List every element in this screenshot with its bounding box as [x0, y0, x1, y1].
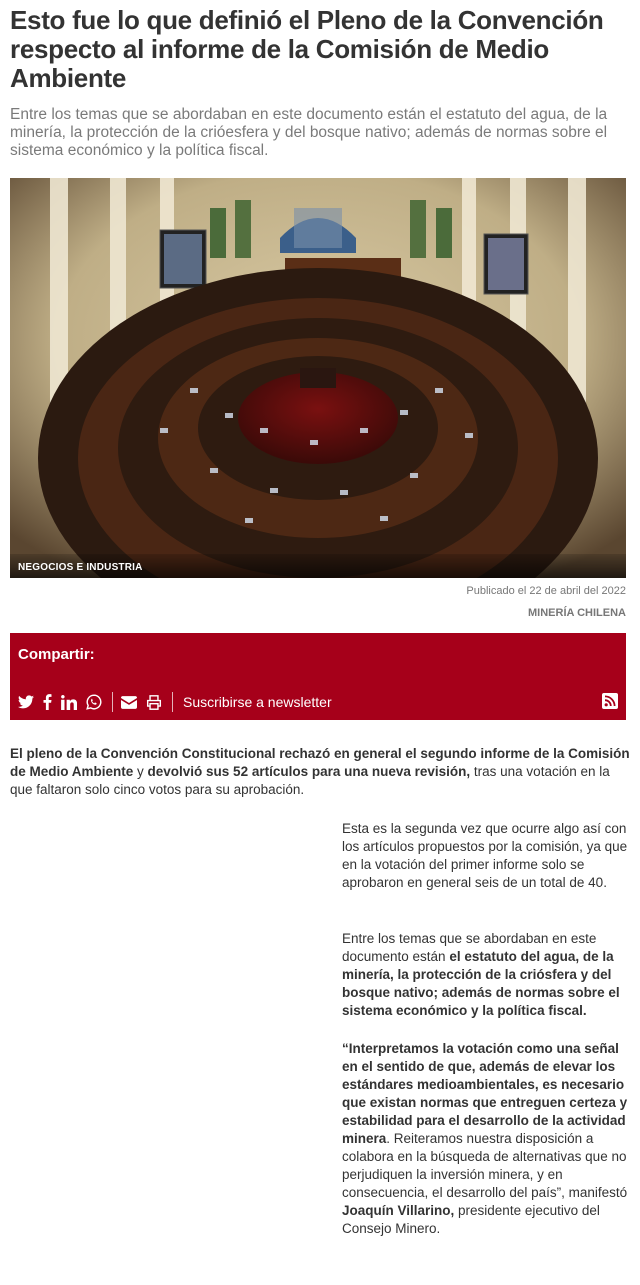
share-icons-row — [18, 692, 332, 712]
share-bar — [10, 633, 626, 720]
p2-text-1: Entre los temas que se abordaban en este documento están — [342, 931, 597, 964]
email-icon[interactable] — [121, 693, 137, 711]
publish-date: Publicado el 22 de abril del 2022 — [466, 585, 626, 597]
hero-category-label[interactable]: NEGOCIOS E INDUSTRIA — [18, 562, 143, 573]
intro-text-2: tras una votación en la que faltaron solo cinco votos para su aprobación. — [10, 764, 610, 797]
intro-text-1: y — [133, 764, 148, 779]
chamber-photo — [10, 178, 626, 578]
article-source: MINERÍA CHILENA — [528, 607, 626, 619]
body-paragraph-2 — [342, 930, 630, 1020]
hero-image — [10, 178, 626, 578]
twitter-icon[interactable] — [18, 693, 34, 711]
hero-category-tag[interactable] — [10, 554, 626, 578]
intro-bold-1: El pleno de la Convención Constitucional rechazó en general el segundo informe de la Comisión de Medio Ambiente — [10, 746, 630, 779]
article-lead: Entre los temas que se abordaban en este documento están el estatuto del agua, de la minería, la protección de la crióesfera y del bosque nativo; además de normas sobre el sistema económico y la política fiscal. — [10, 106, 608, 159]
rss-icon[interactable] — [602, 693, 618, 709]
whatsapp-icon[interactable] — [86, 693, 102, 711]
p2-bold-1: el estatuto del agua, de la minería, la protección de la criósfera y del bosque nativo; además de normas sobre el sistema económico y la política fiscal. — [342, 949, 620, 1018]
p3-bold-1: “Interpretamos la votación como una señal en el sentido de que, además de elevar los estándares medioambientales, es necesario que existan normas que entreguen certeza y estabilidad para el desarrollo de la actividad minera — [342, 1041, 628, 1146]
p3-text-1: . Reiteramos nuestra disposición a colabora en la búsqueda de alternativas que no perjudiquen la inversión minera, y en consecuencia, el desarrollo del país”, manifestó — [342, 1131, 628, 1200]
facebook-icon[interactable] — [43, 693, 52, 711]
share-title: Compartir: — [18, 646, 95, 663]
linkedin-icon[interactable] — [61, 693, 77, 711]
share-divider-2 — [172, 692, 173, 712]
body-paragraph-3 — [342, 1040, 630, 1238]
p3-text-2: presidente ejecutivo del Consejo Minero. — [342, 1203, 600, 1236]
body-paragraph-1: Esta es la segunda vez que ocurre algo así con los artículos propuestos por la comisión, ya que en la votación del primer informe solo se aprobaron en general seis de un total de 40. — [342, 821, 628, 890]
p3-bold-2: Joaquín Villarino, — [342, 1203, 455, 1218]
article-intro — [10, 745, 630, 799]
share-divider — [112, 692, 113, 712]
intro-bold-2: devolvió sus 52 artículos para una nueva revisión, — [147, 764, 471, 779]
print-icon[interactable] — [146, 693, 162, 711]
article-headline: Esto fue lo que definió el Pleno de la Convención respecto al informe de la Comisión de Medio Ambiente — [10, 5, 604, 93]
newsletter-subscribe-link[interactable]: Suscribirse a newsletter — [183, 694, 332, 710]
